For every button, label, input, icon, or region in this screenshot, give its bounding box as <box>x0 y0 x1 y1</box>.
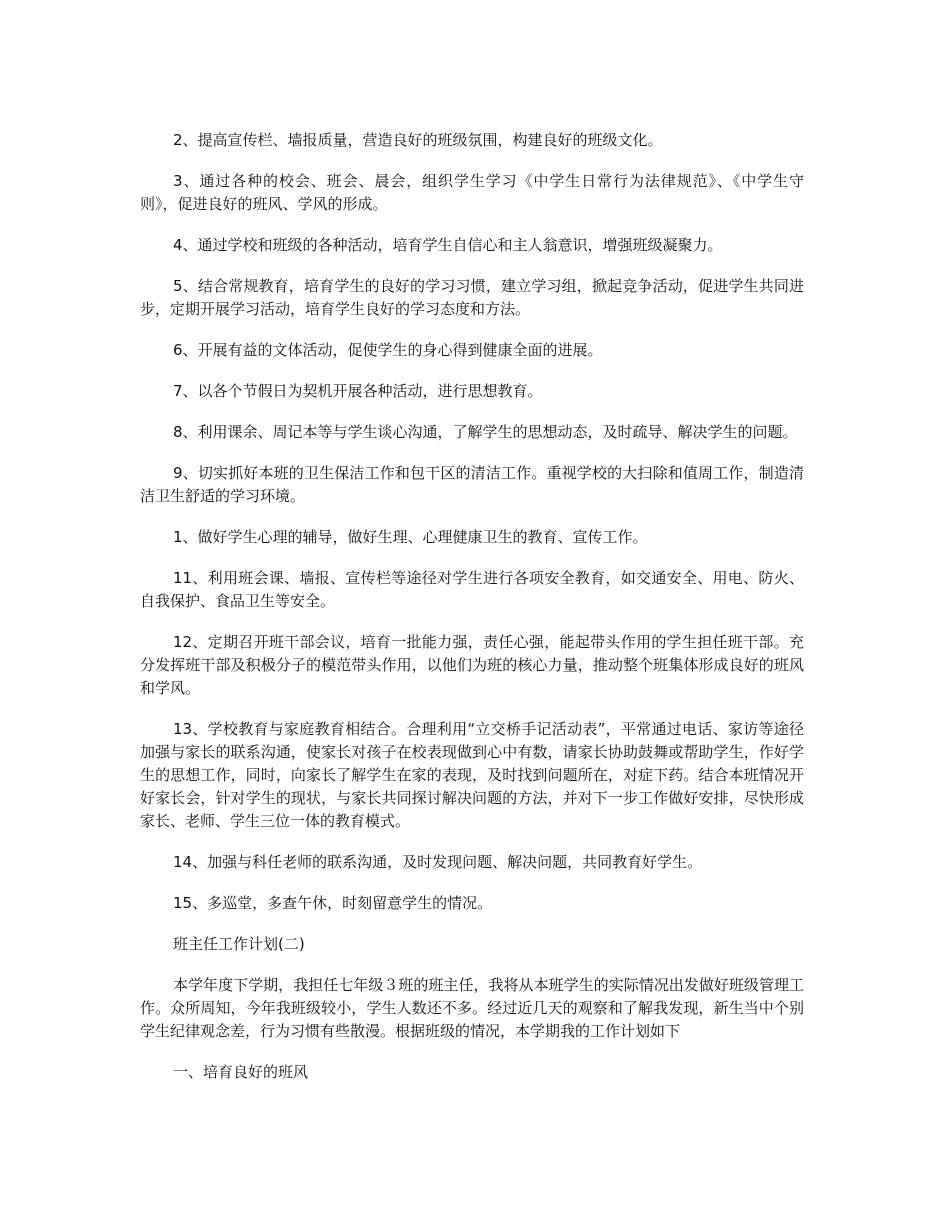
paragraph-item-11: 11、利用班会课、墙报、宣传栏等途径对学生进行各项安全教育，如交通安全、用电、防火、自我保护、食品卫生等安全。 <box>140 569 804 610</box>
paragraph-item-15: 15、多巡堂，多查午休，时刻留意学生的情况。 <box>173 894 493 912</box>
paragraph-item-2: 2、提高宣传栏、墙报质量，营造良好的班级氛围，构建良好的班级文化。 <box>173 131 663 149</box>
paragraph-item-7: 7、以各个节假日为契机开展各种活动，进行思想教育。 <box>173 382 543 400</box>
paragraph-item-12: 12、定期召开班干部会议，培育一批能力强，责任心强，能起带头作用的学生担任班干部。充分发挥班干部及积极分子的模范带头作用，以他们为班的核心力量，推动整个班集体形成良好的班风和学风。 <box>140 633 804 697</box>
section-title: 班主任工作计划(二) <box>173 935 305 953</box>
paragraph-item-3: 3、通过各种的校会、班会、晨会，组织学生学习《中学生日常行为法律规范》、《中学生守则》，促进良好的班风、学风的形成。 <box>140 172 804 213</box>
paragraph-item-9: 9、切实抓好本班的卫生保洁工作和包干区的清洁工作。重视学校的大扫除和值周工作，制造清洁卫生舒适的学习环境。 <box>140 464 804 505</box>
intro-paragraph: 本学年度下学期，我担任七年级３班的班主任，我将从本班学生的实际情况出发做好班级管理工作。众所周知，今年我班级较小，学生人数还不多。经过近几天的观察和了解我发现，新生当中个别学生纪律观念差，行为习惯有些散漫。根据班级的情况，本学期我的工作计划如下 <box>140 976 804 1040</box>
paragraph-item-13: 13、学校教育与家庭教育相结合。合理利用“立交桥手记活动表”，平常通过电话、家访等途径加强与家长的联系沟通，使家长对孩子在校表现做到心中有数，请家长协助鼓舞或帮助学生，作好学生的思想工作，同时，向家长了解学生在家的表现，及时找到问题所在，对症下药。结合本班情况开好家长会，针对学生的现状，与家长共同探讨解决问题的方法，并对下一步工作做好安排，尽快形成家长、老师、学生三位一体的教育模式。 <box>140 720 804 830</box>
section-heading: 一、培育良好的班风 <box>173 1063 309 1081</box>
paragraph-item-6: 6、开展有益的文体活动，促使学生的身心得到健康全面的进展。 <box>173 341 603 359</box>
paragraph-item-8: 8、利用课余、周记本等与学生谈心沟通，了解学生的思想动态，及时疏导、解决学生的问题。 <box>173 423 798 441</box>
paragraph-item-4: 4、通过学校和班级的各种活动，培育学生自信心和主人翁意识，增强班级凝聚力。 <box>173 236 723 254</box>
document-body <box>140 129 804 1102</box>
paragraph-item-14: 14、加强与科任老师的联系沟通，及时发现问题、解决问题，共同教育好学生。 <box>173 853 703 871</box>
paragraph-item-1: 1、做好学生心理的辅导，做好生理、心理健康卫生的教育、宣传工作。 <box>173 528 648 546</box>
paragraph-item-5: 5、结合常规教育，培育学生的良好的学习习惯，建立学习组，掀起竞争活动，促进学生共同进步，定期开展学习活动，培育学生良好的学习态度和方法。 <box>140 277 804 318</box>
